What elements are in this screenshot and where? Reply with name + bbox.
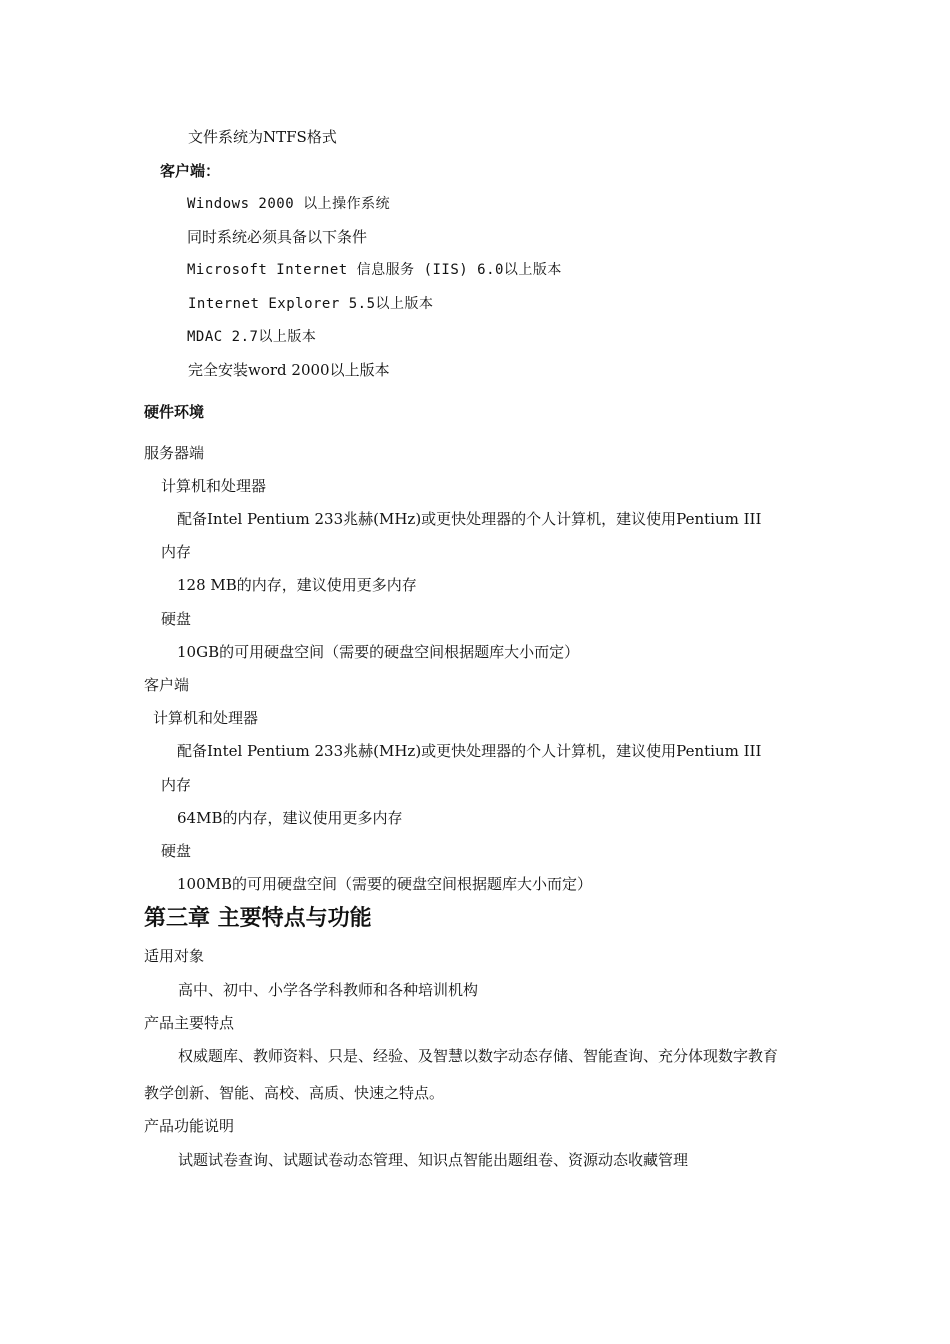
- server-disk-label: 硬盘: [161, 610, 192, 628]
- client-cpu-text: 配备Intel Pentium 233兆赫(MHz)或更快处理器的个人计算机，建议使用Pentium III: [177, 742, 762, 760]
- client-req-iis: Microsoft Internet 信息服务 (IIS) 6.0以上版本: [187, 262, 562, 278]
- client-mem-text: 64MB的内存，建议使用更多内存: [177, 809, 403, 827]
- client-req-ie: Internet Explorer 5.5以上版本: [188, 296, 434, 312]
- audience-heading: 适用对象: [144, 947, 205, 965]
- chapter-title: 第三章 主要特点与功能: [144, 906, 372, 931]
- client-req-mdac: MDAC 2.7以上版本: [187, 329, 317, 345]
- client-cpu-label: 计算机和处理器: [153, 709, 259, 727]
- client-req-word: 完全安装word 2000以上版本: [188, 361, 390, 379]
- features-line-2: 教学创新、智能、高校、高质、快速之特点。: [144, 1084, 445, 1102]
- server-disk-text: 10GB的可用硬盘空间（需要的硬盘空间根据题库大小而定）: [177, 643, 580, 661]
- client-req-intro: 同时系统必须具备以下条件: [187, 228, 368, 246]
- client-software-heading: 客户端：: [160, 162, 221, 180]
- client-disk-label: 硬盘: [161, 842, 192, 860]
- server-cpu-text: 配备Intel Pentium 233兆赫(MHz)或更快处理器的个人计算机，建议使用Pentium III: [177, 510, 762, 528]
- server-heading: 服务器端: [144, 444, 205, 462]
- server-cpu-label: 计算机和处理器: [161, 477, 267, 495]
- features-heading: 产品主要特点: [144, 1014, 235, 1032]
- client-heading: 客户端: [144, 676, 190, 694]
- server-mem-text: 128 MB的内存，建议使用更多内存: [177, 576, 417, 594]
- hardware-heading: 硬件环境: [144, 403, 205, 421]
- features-line-1: 权威题库、教师资料、只是、经验、及智慧以数字动态存储、智能查询、充分体现数字教育: [178, 1047, 779, 1065]
- server-fs-line: 文件系统为NTFS格式: [188, 128, 337, 146]
- client-disk-text: 100MB的可用硬盘空间（需要的硬盘空间根据题库大小而定）: [177, 875, 593, 893]
- functions-text: 试题试卷查询、试题试卷动态管理、知识点智能出题组卷、资源动态收藏管理: [178, 1151, 689, 1169]
- audience-text: 高中、初中、小学各学科教师和各种培训机构: [178, 981, 479, 999]
- server-mem-label: 内存: [161, 543, 192, 561]
- functions-heading: 产品功能说明: [144, 1117, 235, 1135]
- client-mem-label: 内存: [161, 776, 192, 794]
- client-req-os: Windows 2000 以上操作系统: [187, 196, 391, 212]
